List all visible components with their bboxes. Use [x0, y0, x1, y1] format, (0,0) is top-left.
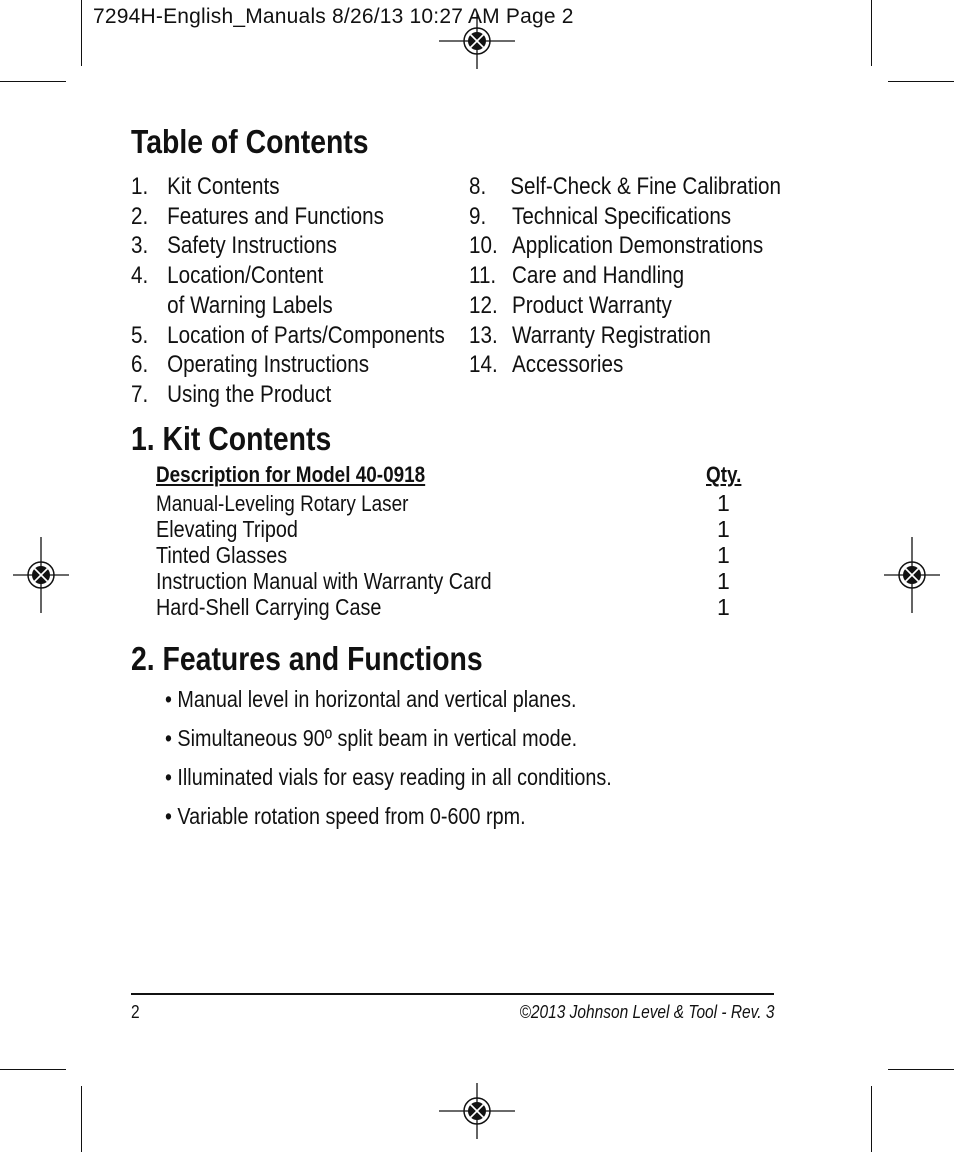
toc-item: 6. Operating Instructions	[131, 351, 370, 379]
kit-row: Hard-Shell Carrying Case 1	[156, 594, 730, 620]
toc-item: 3. Safety Instructions	[131, 232, 337, 260]
kit-row: Elevating Tripod 1	[156, 516, 730, 542]
feature-item: • Illuminated vials for easy reading in all conditions.	[165, 764, 612, 790]
kit-row: Tinted Glasses 1	[156, 542, 730, 568]
toc-right-column	[469, 172, 781, 380]
registration-mark-left-icon	[1, 535, 81, 615]
kit-contents-list	[156, 490, 756, 620]
features-list	[165, 686, 612, 842]
toc-item: 5. Location of Parts/Components	[131, 321, 445, 349]
kit-description-header: Description for Model 40-0918	[156, 462, 426, 487]
crop-mark-bottom-left-vertical	[81, 1086, 82, 1152]
toc-title: Table of Contents	[131, 123, 369, 160]
registration-mark-right-icon	[872, 535, 952, 615]
features-heading: 2. Features and Functions	[131, 640, 483, 677]
kit-contents-heading: 1. Kit Contents	[131, 420, 332, 457]
registration-mark-top-icon	[437, 1, 517, 81]
toc-item: 1. Kit Contents	[131, 173, 280, 200]
printer-slug: 7294H-English_Manuals 8/26/13 10:27 AM Page 2	[93, 5, 574, 28]
kit-qty-header: Qty.	[706, 462, 742, 487]
crop-mark-bottom-right-horizontal	[888, 1069, 954, 1070]
page-number: 2	[131, 1002, 140, 1022]
toc-item: 4. Location/Content	[131, 262, 324, 290]
toc-item: 8. Self-Check & Fine Calibration	[469, 173, 782, 200]
toc-item: 2. Features and Functions	[131, 202, 384, 230]
toc-item: 14. Accessories	[469, 351, 624, 379]
feature-item: • Simultaneous 90º split beam in vertical mode.	[165, 725, 578, 751]
crop-mark-bottom-right-vertical	[871, 1086, 872, 1152]
toc-item: 7. Using the Product	[131, 380, 332, 408]
feature-item: • Manual level in horizontal and vertical planes.	[165, 686, 577, 712]
toc-left-column	[131, 172, 445, 410]
footer-rule	[131, 993, 774, 995]
feature-item: • Variable rotation speed from 0-600 rpm.	[165, 803, 526, 829]
copyright-notice: ©2013 Johnson Level & Tool - Rev. 3	[519, 1002, 774, 1022]
toc-item: 9. Technical Specifications	[469, 202, 732, 230]
kit-row: Manual-Leveling Rotary Laser 1	[156, 490, 730, 516]
toc-item: 11. Care and Handling	[469, 262, 685, 290]
toc-item: 10. Application Demonstrations	[469, 232, 764, 260]
toc-item: 13. Warranty Registration	[469, 321, 711, 349]
crop-mark-top-right-vertical	[871, 0, 872, 66]
crop-mark-top-left-vertical	[81, 0, 82, 66]
toc-item: 12. Product Warranty	[469, 291, 672, 319]
toc-item: of Warning Labels	[167, 291, 333, 319]
crop-mark-top-right-horizontal	[888, 81, 954, 82]
crop-mark-bottom-left-horizontal	[0, 1069, 66, 1070]
kit-row: Instruction Manual with Warranty Card 1	[156, 568, 730, 594]
crop-mark-top-left-horizontal	[0, 81, 66, 82]
registration-mark-bottom-icon	[437, 1071, 517, 1151]
